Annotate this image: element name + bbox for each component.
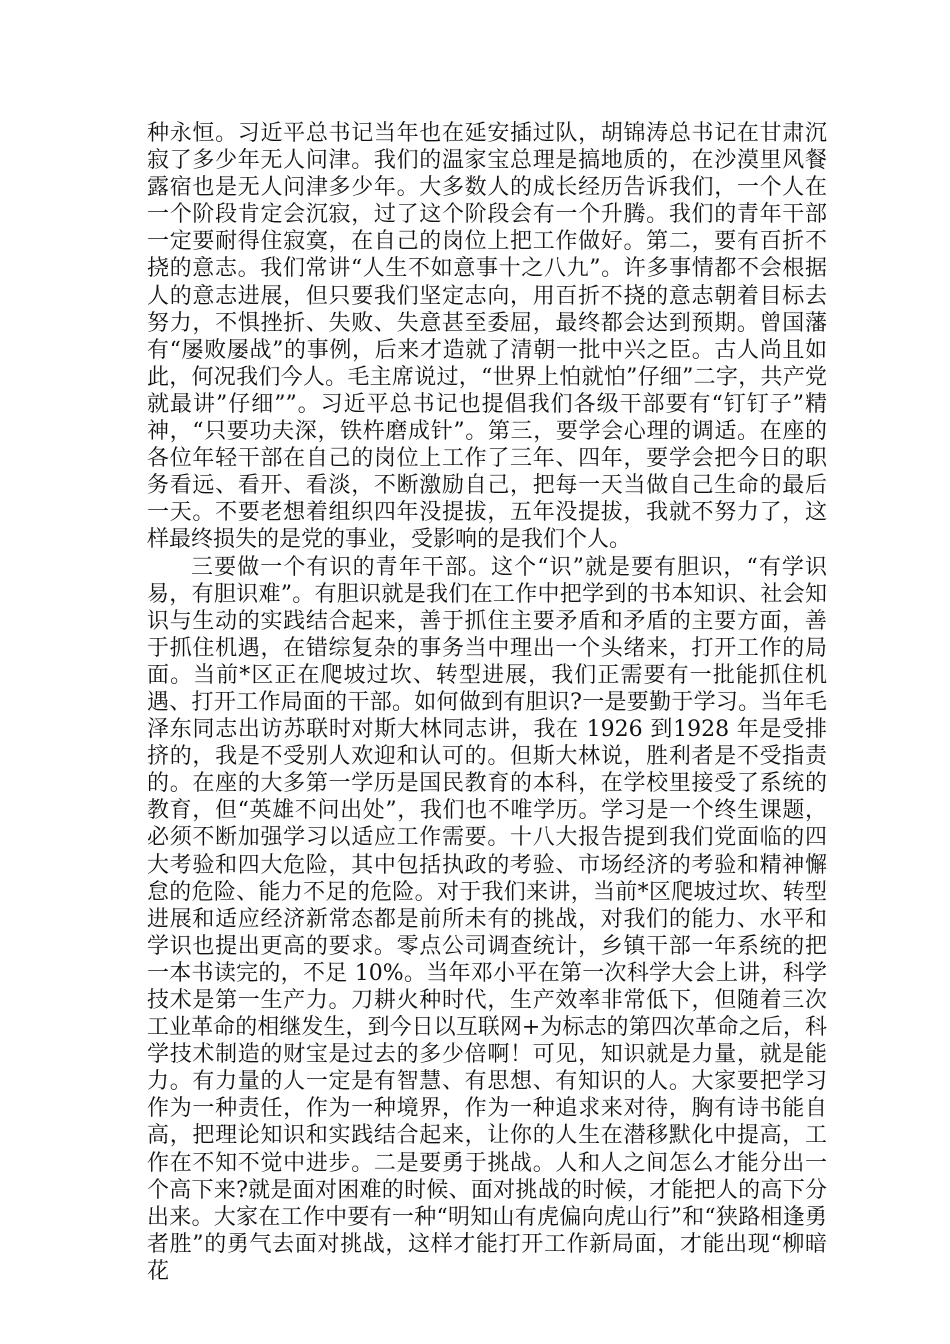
body-text	[147, 120, 827, 1285]
paragraph-continued: 种永恒。习近平总书记当年也在延安插过队，胡锦涛总书记在甘肃沉寂了多少年无人问津。我们的温家宝总理是搞地质的，在沙漠里风餐露宿也是无人问津多少年。大多数人的成长经历告诉我们，一个人在一个阶段肯定会沉寂，过了这个阶段会有一个升腾。我们的青年干部一定要耐得住寂寞，在自己的岗位上把工作做好。第二，要有百折不挠的意志。我们常讲“人生不如意事十之八九”。许多事情都不会根据人的意志进展，但只要我们坚定志向，用百折不挠的意志朝着目标去努力，不惧挫折、失败、失意甚至委屈，最终都会达到预期。曾国藩有“屡败屡战”的事例，后来才造就了清朝一批中兴之臣。古人尚且如此，何况我们今人。毛主席说过，“世界上怕就怕”仔细”二字，共产党就最讲”仔细””。习近平总书记也提倡我们各级干部要有“钉钉子”精神，“只要功夫深，铁杵磨成针”。第三，要学会心理的调适。在座的各位年轻干部在自己的岗位上工作了三年、四年，要学会把今日的职务看远、看开、看淡，不断激励自己，把每一天当做自己生命的最后一天。不要老想着组织四年没提拔，五年没提拔，我就不努力了，这样最终损失的是党的事业，受影响的是我们个人。	[147, 121, 827, 553]
paragraph-section-three: 三要做一个有识的青年干部。这个“识”就是要有胆识，“有学识易，有胆识难”。有胆识就是我们在工作中把学到的书本知识、社会知识与生动的实践结合起来，善于抓住主要矛盾和矛盾的主要方面，善于抓住机遇，在错综复杂的事务当中理出一个头绪来，打开工作的局面。当前*区正在爬坡过坎、转型进展，我们正需要有一批能抓住机遇、打开工作局面的干部。如何做到有胆识?一是要勤于学习。当年毛泽东同志出访苏联时对斯大林同志讲，我在 1926 到1928 年是受排挤的，我是不受别人欢迎和认可的。但斯大林说，胜利者是不受指责的。在座的大多第一学历是国民教育的本科，在学校里接受了系统的教育，但“英雄不问出处”，我们也不唯学历。学习是一个终生课题，必须不断加强学习以适应工作需要。十八大报告提到我们党面临的四大考验和四大危险，其中包括执政的考验、市场经济的考验和精神懈怠的危险、能力不足的危险。对于我们来讲，当前*区爬坡过坎、转型进展和适应经济新常态都是前所未有的挑战，对我们的能力、水平和学识也提出更高的要求。零点公司调查统计，乡镇干部一年系统的把一本书读完的，不足 10%。当年邓小平在第一次科学大会上讲，科学技术是第一生产力。刀耕火种时代，生产效率非常低下，但随着三次工业革命的相继发生，到今日以互联网+为标志的第四次革命之后，科学技术制造的财宝是过去的多少倍啊！可见，知识就是力量，就是能力。有力量的人一定是有智慧、有思想、有知识的人。大家要把学习作为一种责任，作为一种境界，作为一种追求来对待，胸有诗书能自高，把理论知识和实践结合起来，让你的人生在潜移默化中提高，工作在不知不觉中进步。二是要勇于挑战。人和人之间怎么才能分出一个高下来?就是面对困难的时候、面对挑战的时候，才能把人的高下分出来。大家在工作中要有一种“明知山有虎偏向虎山行”和“狭路相逢勇者胜”的勇气去面对挑战，这样才能打开工作新局面，才能出现“柳暗花	[147, 554, 827, 1284]
